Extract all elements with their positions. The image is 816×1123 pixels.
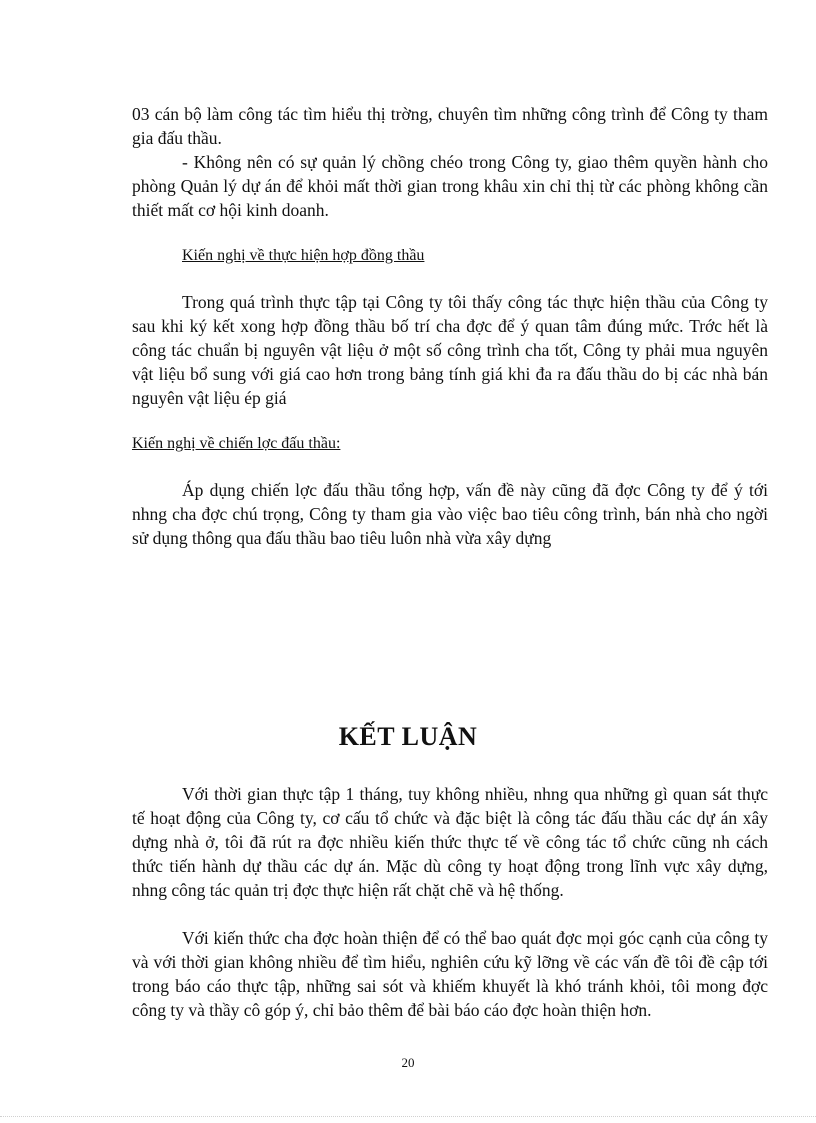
heading-contract-execution: Kiến nghị về thực hiện hợp đồng thầu (182, 247, 425, 264)
paragraph-conclusion-2: Với kiến thức cha đợc hoàn thiện để có thể bao quát đợc mọi góc cạnh của công ty và với thời gian không nhiều để tìm hiểu, nghiên cứu kỹ lỡng về các vấn đề tôi đề cập tới trong báo cáo thực tập, những sai sót và khiếm khuyết là khó tránh khỏi, tôi mong đợc công ty và thầy cô góp ý, chỉ bảo thêm để bài báo cáo đợc hoàn thiện hơn. (132, 928, 768, 1020)
heading-bidding-strategy: Kiến nghị về chiến lợc đấu thầu: (132, 435, 341, 452)
page-bottom-divider (0, 1116, 816, 1117)
paragraph-bidding-strategy: Áp dụng chiến lợc đấu thầu tổng hợp, vấn đề này cũng đã đợc Công ty để ý tới nhng cha đợc chú trọng, Công ty tham gia vào việc bao tiêu công trình, bán nhà cho ngời sử dụng thông qua đấu thầu bao tiêu luôn nhà vừa xây dựng (132, 480, 768, 548)
paragraph-contract-execution: Trong quá trình thực tập tại Công ty tôi thấy công tác thực hiện thầu của Công ty sau khi ký kết xong hợp đồng thầu bố trí cha đợc để ý quan tâm đúng mức. Trớc hết là công tác chuẩn bị nguyên vật liệu ở một số công trình cha tốt, Công ty phải mua nguyên vật liệu bổ sung với giá cao hơn trong bảng tính giá khi đa ra đấu thầu do bị các nhà bán nguyên vật liệu ép giá (132, 292, 768, 408)
conclusion-title: KẾT LUẬN (338, 722, 478, 751)
page-number: 20 (401, 1055, 415, 1070)
paragraph-conclusion-1: Với thời gian thực tập 1 tháng, tuy không nhiều, nhng qua những gì quan sát thực tế hoạt động của Công ty, cơ cấu tổ chức và đặc biệt là công tác đấu thầu các dự án xây dựng nhà ở, tôi đã rút ra đợc nhiều kiến thức thực tế về công tác tổ chức cũng nh cách thức tiến hành dự thầu các dự án. Mặc dù công ty hoạt động trong lĩnh vực xây dựng, nhng công tác quản trị đợc thực hiện rất chặt chẽ và hệ thống. (132, 784, 768, 900)
paragraph-survey-staff: 03 cán bộ làm công tác tìm hiểu thị trờng, chuyên tìm những công trình để Công ty tham gia đấu thầu. (132, 104, 768, 148)
paragraph-management-overlap: - Không nên có sự quản lý chồng chéo trong Công ty, giao thêm quyền hành cho phòng Quản lý dự án để khỏi mất thời gian trong khâu xin chỉ thị từ các phòng không cần thiết mất cơ hội kinh doanh. (132, 152, 768, 220)
